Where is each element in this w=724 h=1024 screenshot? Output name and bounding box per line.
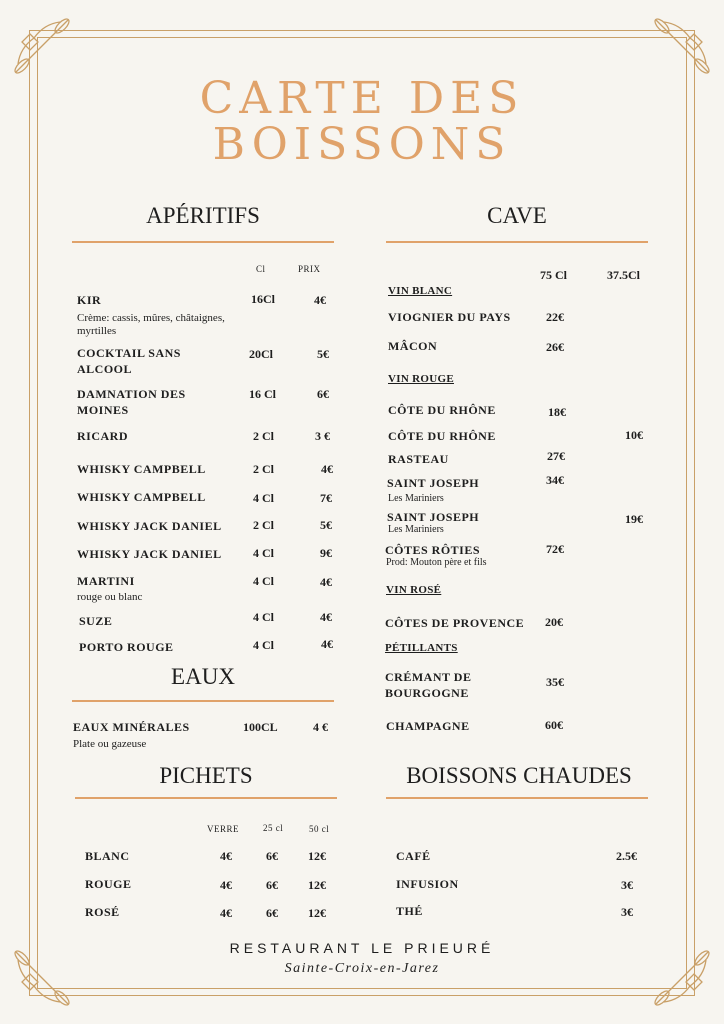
- drink-volume: 4 Cl: [253, 546, 274, 560]
- column-header-50cl: 50 cl: [309, 824, 330, 834]
- page-title-line2: BOISSONS: [212, 119, 512, 170]
- wine-category: VIN ROSÉ: [386, 584, 442, 596]
- section-rule: [75, 797, 337, 799]
- pichet-price-25cl: 6€: [266, 878, 278, 892]
- pichet-price-verre: 4€: [220, 878, 232, 892]
- drink-price: 4€: [321, 462, 333, 476]
- drink-name: WHISKY CAMPBELL: [77, 462, 206, 476]
- inner-frame: [37, 37, 687, 989]
- drink-volume: 4 Cl: [253, 574, 274, 588]
- pichet-price-50cl: 12€: [308, 878, 326, 892]
- wine-price-75: 60€: [545, 718, 563, 732]
- wine-price-37-5: 10€: [625, 428, 643, 442]
- wine-price-75: 27€: [547, 449, 565, 463]
- drink-price: 4€: [320, 610, 332, 624]
- drink-price: 5€: [317, 347, 329, 361]
- hot-drink-price: 3€: [621, 905, 633, 919]
- wine-name: SAINT JOSEPH: [387, 476, 480, 490]
- drink-volume: 2 Cl: [253, 462, 274, 476]
- wine-category: PÉTILLANTS: [385, 642, 458, 654]
- drink-name: WHISKY JACK DANIEL: [77, 519, 222, 533]
- pichet-price-25cl: 6€: [266, 849, 278, 863]
- drink-description: Crème: cassis, mûres, châtaignes, myrtilles: [77, 312, 225, 337]
- drink-price: 6€: [317, 387, 329, 401]
- drink-name: WHISKY JACK DANIEL: [77, 547, 222, 561]
- wine-price-37-5: 19€: [625, 512, 643, 526]
- wine-name: VIOGNIER DU PAYS: [388, 310, 511, 324]
- drink-price: 4€: [321, 637, 333, 651]
- drink-name: EAUX MINÉRALES: [73, 720, 190, 734]
- column-header-verre: VERRE: [207, 824, 240, 834]
- drink-name: KIR: [77, 293, 102, 307]
- drink-price: 5€: [320, 518, 332, 532]
- section-heading-eaux: EAUX: [171, 664, 235, 689]
- section-heading-cave: CAVE: [487, 203, 547, 228]
- drink-volume: 16 Cl: [249, 387, 276, 401]
- section-heading-boissons-chaudes: BOISSONS CHAUDES: [406, 763, 632, 788]
- drink-name: SUZE: [79, 614, 113, 628]
- column-header-37-5cl: 37.5Cl: [607, 268, 640, 282]
- section-rule: [386, 241, 648, 243]
- wine-name: CÔTE DU RHÔNE: [388, 403, 496, 417]
- drink-name: MARTINI: [77, 574, 135, 588]
- drink-price: 3 €: [315, 429, 330, 443]
- pichet-name: ROSÉ: [85, 905, 120, 919]
- pichet-name: ROUGE: [85, 877, 132, 891]
- drink-volume: 2 Cl: [253, 429, 274, 443]
- drink-volume: 100CL: [243, 720, 278, 734]
- column-header-prix: PRIX: [298, 264, 321, 274]
- wine-price-75: 18€: [548, 405, 566, 419]
- wine-price-75: 72€: [546, 542, 564, 556]
- drink-price: 4€: [314, 293, 326, 307]
- section-heading-pichets: PICHETS: [159, 763, 253, 788]
- drink-price: 9€: [320, 546, 332, 560]
- hot-drink-name: INFUSION: [396, 877, 459, 891]
- wine-description: Prod: Mouton père et fils: [386, 557, 487, 568]
- pichet-price-50cl: 12€: [308, 906, 326, 920]
- wine-category: VIN BLANC: [388, 285, 453, 297]
- wine-name: MÂCON: [388, 339, 438, 353]
- column-header-25cl: 25 cl: [263, 823, 284, 833]
- column-header-75cl: 75 Cl: [540, 268, 567, 282]
- section-heading-aperitifs: APÉRITIFS: [146, 203, 260, 228]
- wine-price-75: 22€: [546, 310, 564, 324]
- drink-price: 4 €: [313, 720, 328, 734]
- page-title-line1: CARTE DES: [199, 73, 525, 124]
- hot-drink-name: THÉ: [396, 904, 423, 918]
- drink-volume: 4 Cl: [253, 638, 274, 652]
- hot-drink-price: 3€: [621, 878, 633, 892]
- drink-name: DAMNATION DES MOINES: [77, 387, 186, 417]
- section-rule: [72, 700, 334, 702]
- column-header-cl: Cl: [256, 264, 266, 274]
- hot-drink-price: 2.5€: [616, 849, 637, 863]
- wine-name: CÔTES DE PROVENCE: [385, 616, 525, 630]
- drink-price: 7€: [320, 491, 332, 505]
- drink-name: PORTO ROUGE: [79, 640, 174, 654]
- drink-volume: 16Cl: [251, 292, 275, 306]
- drink-volume: 20Cl: [249, 347, 273, 361]
- drink-name: RICARD: [77, 429, 128, 443]
- drink-volume: 2 Cl: [253, 518, 274, 532]
- pichet-price-verre: 4€: [220, 906, 232, 920]
- pichet-price-verre: 4€: [220, 849, 232, 863]
- corner-ornament-icon: [650, 14, 714, 78]
- drink-name: WHISKY CAMPBELL: [77, 490, 206, 504]
- hot-drink-name: CAFÉ: [396, 849, 431, 863]
- drink-description: rouge ou blanc: [77, 591, 143, 603]
- drink-price: 4€: [320, 575, 332, 589]
- wine-name: CRÉMANT DE BOURGOGNE: [385, 670, 472, 700]
- wine-price-75: 34€: [546, 473, 564, 487]
- drink-description: Plate ou gazeuse: [73, 738, 147, 750]
- drink-volume: 4 Cl: [253, 491, 274, 505]
- wine-description: Les Mariniers: [388, 493, 444, 504]
- wine-price-75: 35€: [546, 675, 564, 689]
- pichet-price-50cl: 12€: [308, 849, 326, 863]
- wine-description: Les Mariniers: [388, 524, 444, 535]
- section-rule: [386, 797, 648, 799]
- wine-name: SAINT JOSEPH: [387, 510, 480, 524]
- wine-name: CÔTE DU RHÔNE: [388, 429, 496, 443]
- corner-ornament-icon: [10, 14, 74, 78]
- wine-name: RASTEAU: [388, 452, 449, 466]
- drink-volume: 4 Cl: [253, 610, 274, 624]
- drink-name: COCKTAIL SANS ALCOOL: [77, 346, 181, 376]
- wine-category: VIN ROUGE: [388, 373, 454, 385]
- section-rule: [72, 241, 334, 243]
- restaurant-location: Sainte-Croix-en-Jarez: [284, 961, 440, 976]
- pichet-price-25cl: 6€: [266, 906, 278, 920]
- restaurant-name: RESTAURANT LE PRIEURÉ: [229, 940, 495, 956]
- wine-name: CHAMPAGNE: [386, 719, 470, 733]
- wine-price-75: 26€: [546, 340, 564, 354]
- pichet-name: BLANC: [85, 849, 130, 863]
- wine-price-75: 20€: [545, 615, 563, 629]
- wine-name: CÔTES RÔTIES: [385, 543, 481, 557]
